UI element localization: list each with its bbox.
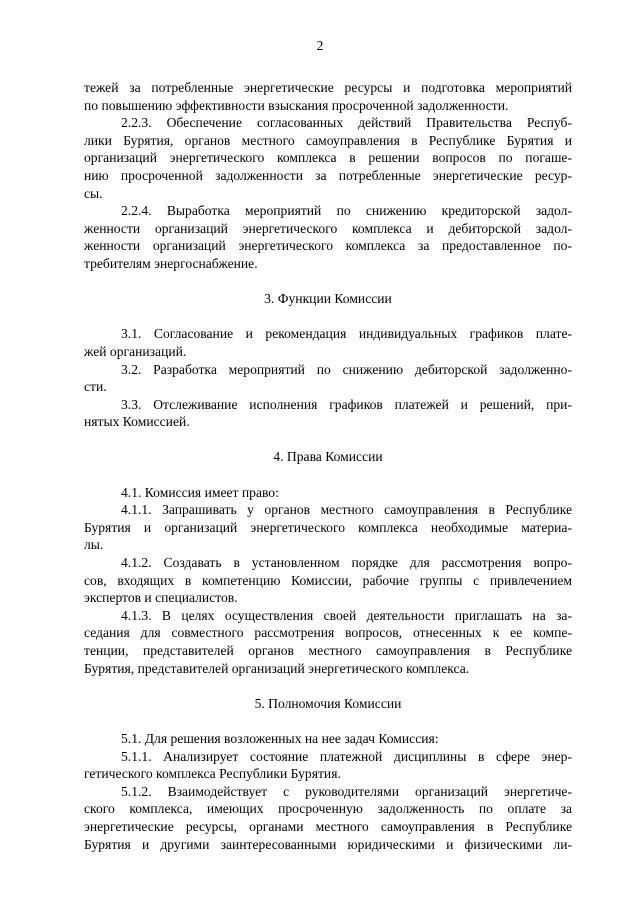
text-line: Бурятия и другими заинтересованными юридическими и физическими ли- [84, 836, 572, 852]
text-line: тенции, представителей органов местного самоуправления в Республике [84, 643, 572, 658]
text-line: нятых Комиссией. [84, 414, 190, 430]
text-line: женности организаций энергетического комплекса и дебиторской задол- [84, 220, 572, 236]
clause-4-1-1-line: 4.1.1. Запрашивать у органов местного самоуправления в Республике [121, 502, 572, 518]
clause-5-1-1-line: 5.1.1. Анализирует состояние платежной дисциплины в сфере энер- [121, 748, 572, 764]
clause-5-1-2-line: 5.1.2. Взаимодействует с руководителями организаций энергетиче- [121, 783, 572, 799]
text-line: седания для совместного рассмотрения вопросов, отнесенных к ее компе- [84, 625, 572, 641]
text-line: ского комплекса, имеющих просроченную задолженность по оплате за [84, 801, 572, 817]
text-line: Бурятия и организаций энергетического комплекса необходимые материа- [84, 519, 572, 535]
text-line: сти. [84, 379, 107, 395]
section-heading-3: 3. Функции Комиссии [264, 291, 392, 307]
text-line: требителям энергоснабжение. [84, 255, 258, 271]
clause-4-1-line: 4.1. Комиссия имеет право: [121, 484, 279, 500]
clause-4-1-2-line: 4.1.2. Создавать в установленном порядке для рассмотрения вопро- [121, 555, 572, 571]
clause-3-3-line: 3.3. Отслеживание исполнения графиков платежей и решений, при- [121, 396, 572, 412]
document-body [84, 79, 572, 853]
text-line: по повышению эффективности взыскания просроченной задолженности. [84, 97, 509, 113]
clause-2-2-3-line: 2.2.3. Обеспечение согласованных действий Правительства Респуб- [121, 115, 572, 131]
clause-2-2-4-line: 2.2.4. Выработка мероприятий по снижению кредиторской задол- [121, 203, 572, 219]
page-number: 2 [316, 38, 324, 53]
text-line: сы. [84, 185, 103, 201]
text-line: экспертов и специалистов. [84, 590, 238, 606]
clause-5-1-line: 5.1. Для решения возложенных на нее задач Комиссия: [121, 730, 439, 746]
text-line: организаций энергетического комплекса в решении вопросов по погаше- [84, 150, 572, 166]
text-line: тежей за потребленные энергетические ресурсы и подготовка мероприятий [84, 80, 572, 95]
clause-3-1-line: 3.1. Согласование и рекомендация индивидуальных графиков плате- [121, 326, 572, 342]
clause-4-1-3-line: 4.1.3. В целях осуществления своей деятельности приглашать на за- [121, 607, 572, 623]
text-line: энергетические ресурсы, органами местного самоуправления в Республике [84, 818, 572, 834]
text-line: нию просроченной задолженности за потребленные энергетические ресур- [84, 167, 572, 183]
text-line: Бурятия, представителей организаций энергетического комплекса. [84, 660, 470, 676]
text-line: лики Бурятия, органов местного самоуправления в Республике Бурятия и [84, 132, 572, 148]
text-line: женности организаций энергетического комплекса за предоставленное по- [84, 238, 572, 254]
text-line: гетического комплекса Республики Бурятия. [84, 766, 341, 782]
text-line: сов, входящих в компетенцию Комиссии, рабочие группы с привлечением [84, 572, 572, 588]
section-heading-4: 4. Права Комиссии [273, 449, 383, 465]
section-heading-5: 5. Полномочия Комиссии [254, 695, 402, 711]
clause-3-2-line: 3.2. Разработка мероприятий по снижению дебиторской задолженно- [121, 361, 572, 377]
text-line: жей организаций. [84, 343, 187, 359]
text-line: лы. [84, 537, 104, 553]
